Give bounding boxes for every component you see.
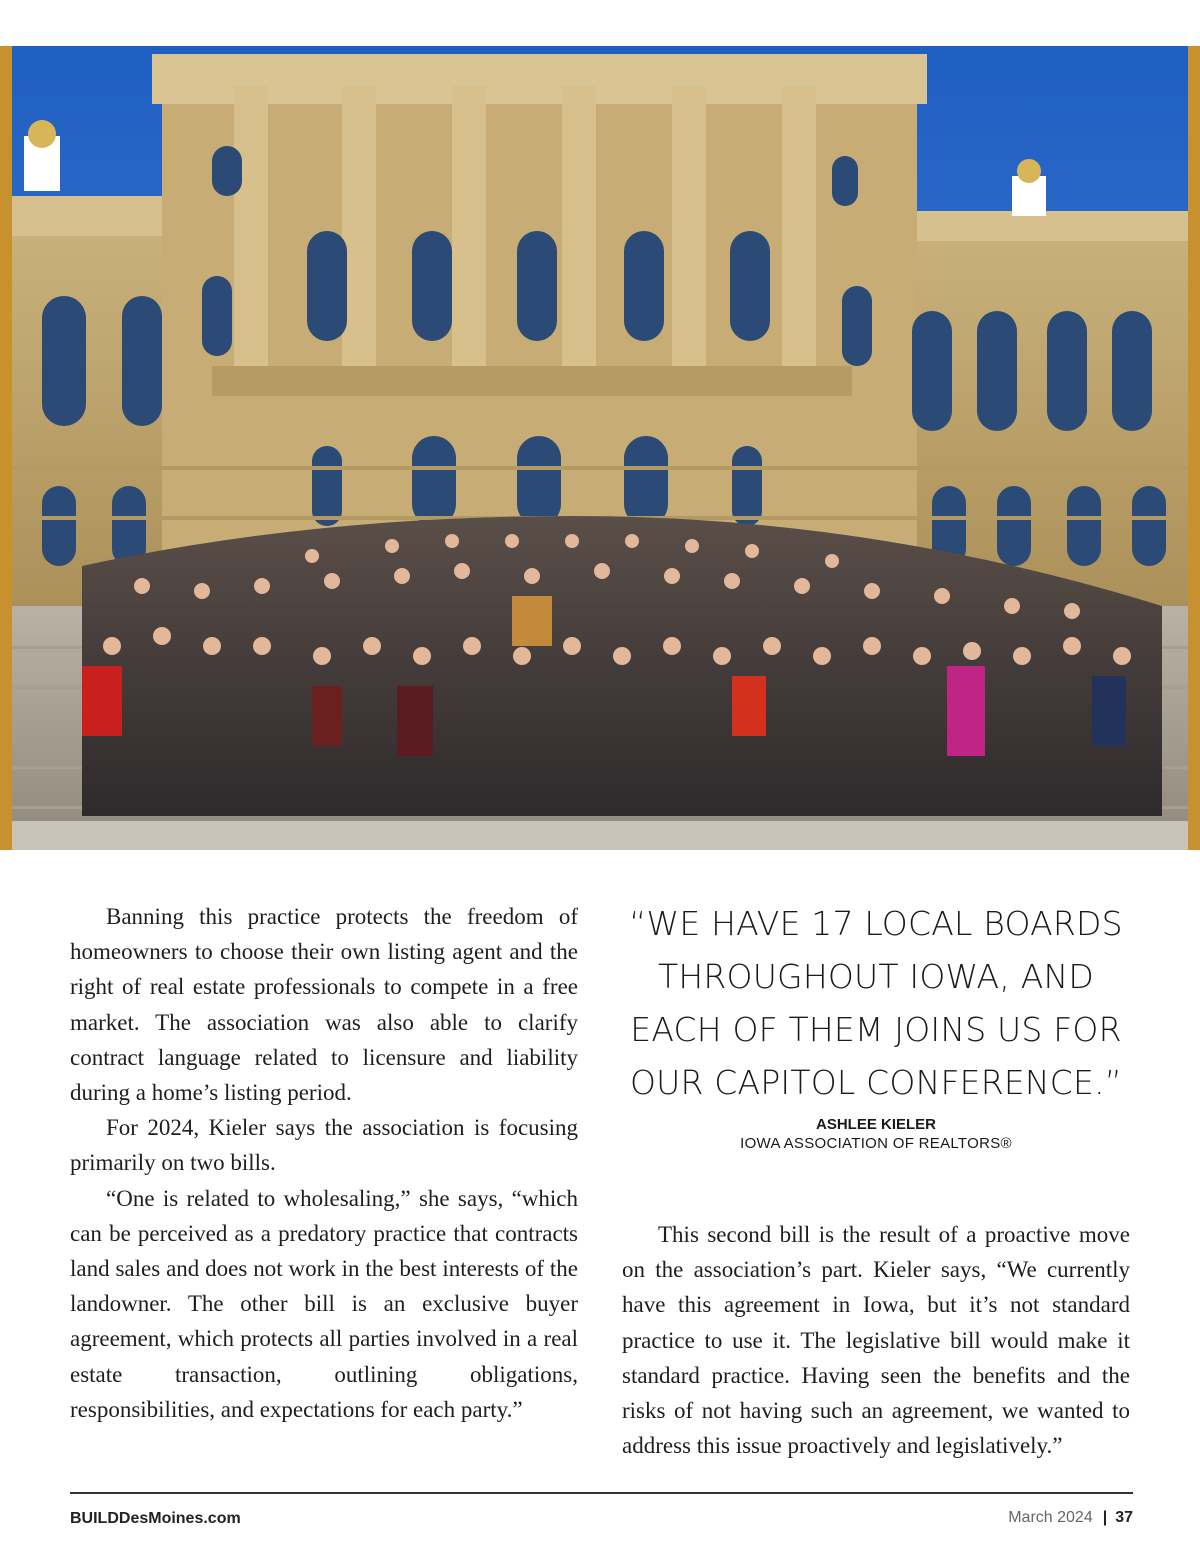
left-article-column — [70, 899, 578, 1427]
footer-website: BUILDDesMoines.com — [70, 1510, 241, 1527]
pull-quote-name: ASHLEE KIELER — [815, 1116, 936, 1133]
footer-issue-info — [1008, 1509, 1133, 1527]
article-paragraph: This second bill is the result of a proactive move on the association’s part. Kieler says, “We currently have this agreement in Iowa, but it’s not standard practice to use it. The legislative bill would make it standard practice. Having seen the benefits and the risks of not having such an agreement, we wanted to address this issue proactively and legislatively.” — [622, 1222, 1130, 1459]
article-paragraph: For 2024, Kieler says the association is focusing primarily on two bills. — [70, 1115, 578, 1176]
pull-quote: “WE HAVE 17 LOCAL BOARDS THROUGHOUT IOWA, AND EACH OF THEM JOINS US FOR OUR CAPITOL CONFERENCE.” — [629, 904, 1123, 1102]
right-article-column — [622, 1217, 1130, 1463]
page-number: 37 — [1115, 1509, 1133, 1526]
capitol-group-photo-icon — [12, 46, 1188, 850]
footer-issue-date: March 2024 — [1008, 1509, 1093, 1526]
pull-quote-organization: IOWA ASSOCIATION OF REALTORS® — [740, 1135, 1012, 1152]
group-photo — [12, 46, 1188, 850]
article-paragraph: “One is related to wholesaling,” she says, “which can be perceived as a predatory practice that contracts land sales and does not work in the best interests of the landowner. The other bill is an exclusive buyer agreement, which protects all parties involved in a real estate transaction, outlining obligations, responsibilities, and expectations for each party.” — [70, 1185, 578, 1422]
footer-divider — [70, 1492, 1133, 1494]
photo-frame — [0, 46, 1200, 850]
article-paragraph: Banning this practice protects the freedom of homeowners to choose their own listing agent and the right of real estate professionals to compete in a free market. The association was also able to clarify contract language related to licensure and liability during a home’s listing period. — [70, 904, 578, 1106]
footer-separator: | — [1102, 1509, 1108, 1526]
